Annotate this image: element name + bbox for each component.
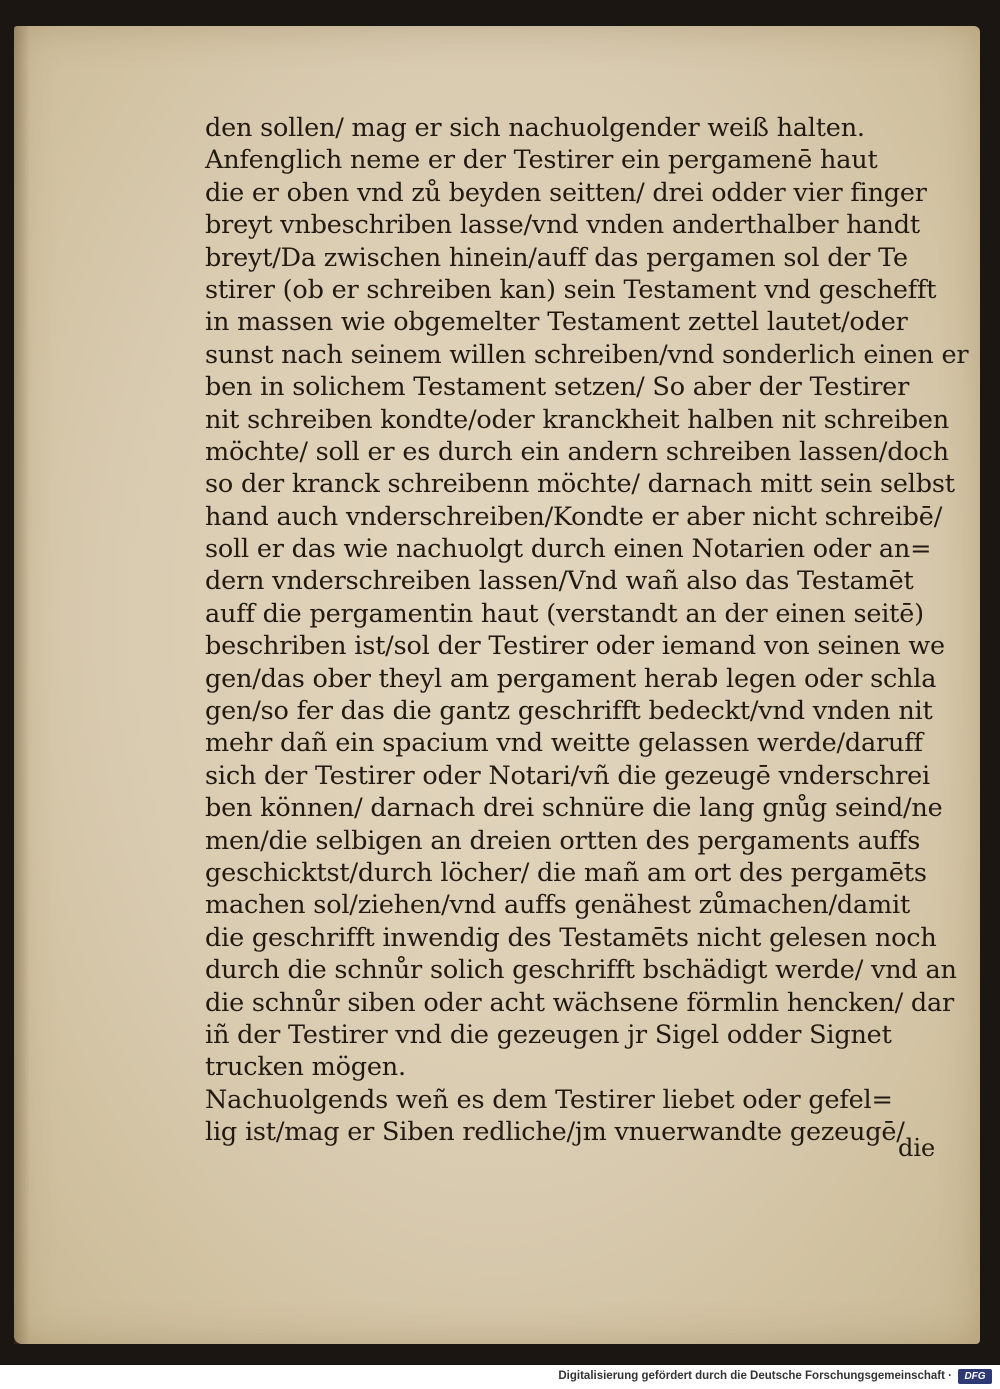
text-line: Nachuolgends weñ es dem Testirer liebet oder gefel= xyxy=(205,1084,893,1115)
footer-bar xyxy=(0,1365,1000,1389)
text-line: dern vnderschreiben lassen/Vnd wañ also das Testamēt xyxy=(205,566,914,597)
text-line: sunst nach seinem willen schreiben/vnd sonderlich einen er xyxy=(205,339,969,370)
text-line: sich der Testirer oder Notari/vñ die gezeugē vnderschrei xyxy=(205,760,931,791)
text-line: ben in solichem Testament setzen/ So aber der Testirer xyxy=(205,372,910,403)
text-line: breyt/Da zwischen hinein/auff das pergamen sol der Te xyxy=(205,242,908,273)
text-line: lig ist/mag er Siben redliche/jm vnuerwandte gezeugē/ xyxy=(205,1117,905,1148)
text-line: breyt vnbeschriben lasse/vnd vnden anderthalber handt xyxy=(205,210,920,241)
text-line: ben können/ darnach drei schnüre die lang gnůg seind/ne xyxy=(205,793,943,824)
page-text xyxy=(205,112,969,1149)
text-line: Anfenglich neme er der Testirer ein pergamenē haut xyxy=(205,145,878,176)
text-line: die schnůr siben oder acht wächsene förmlin hencken/ dar xyxy=(205,987,955,1018)
text-line: den sollen/ mag er sich nachuolgender weiß halten. xyxy=(205,113,865,143)
text-line: die er oben vnd zů beyden seitten/ drei odder vier finger xyxy=(205,177,927,208)
text-line: in massen wie obgemelter Testament zettel lautet/oder xyxy=(205,307,908,338)
text-line: beschriben ist/sol der Testirer oder iemand von seinen we xyxy=(205,631,945,662)
text-line: möchte/ soll er es durch ein andern schreiben lassen/doch xyxy=(205,436,949,467)
text-line: gen/das ober theyl am pergament herab legen oder schla xyxy=(205,663,937,694)
text-line: nit schreiben kondte/oder kranckheit halben nit schreiben xyxy=(205,404,949,435)
text-line: soll er das wie nachuolgt durch einen Notarien oder an= xyxy=(205,534,932,565)
footer-credit: Digitalisierung gefördert durch die Deutsche Forschungsgemeinschaft · xyxy=(558,1370,952,1382)
text-line: machen sol/ziehen/vnd auffs genähest zůmachen/damit xyxy=(205,890,911,921)
text-line: mehr dañ ein spacium vnd weitte gelassen werde/daruff xyxy=(205,728,923,759)
text-line: geschicktst/durch löcher/ die mañ am ort des pergamēts xyxy=(205,857,927,888)
dfg-logo: DFG xyxy=(958,1369,992,1384)
text-line: die geschrifft inwendig des Testamēts nicht gelesen noch xyxy=(205,922,937,953)
text-line: so der kranck schreibenn möchte/ darnach mitt sein selbst xyxy=(205,469,955,500)
text-line: iñ der Testirer vnd die gezeugen jr Sigel odder Signet xyxy=(205,1019,892,1050)
catchword: die xyxy=(898,1134,936,1162)
text-line: auff die pergamentin haut (verstandt an der einen seitē) xyxy=(205,598,924,629)
text-line: trucken mögen. xyxy=(205,1052,406,1083)
text-line: men/die selbigen an dreien ortten des pergaments auffs xyxy=(205,825,921,856)
text-line: hand auch vnderschreiben/Kondte er aber nicht schreibē/ xyxy=(205,501,943,532)
text-line: stirer (ob er schreiben kan) sein Testament vnd geschefft xyxy=(205,274,937,305)
text-line: gen/so fer das die gantz geschrifft bedeckt/vnd vnden nit xyxy=(205,696,933,727)
text-line: durch die schnůr solich geschrifft bschädigt werde/ vnd an xyxy=(205,955,957,986)
